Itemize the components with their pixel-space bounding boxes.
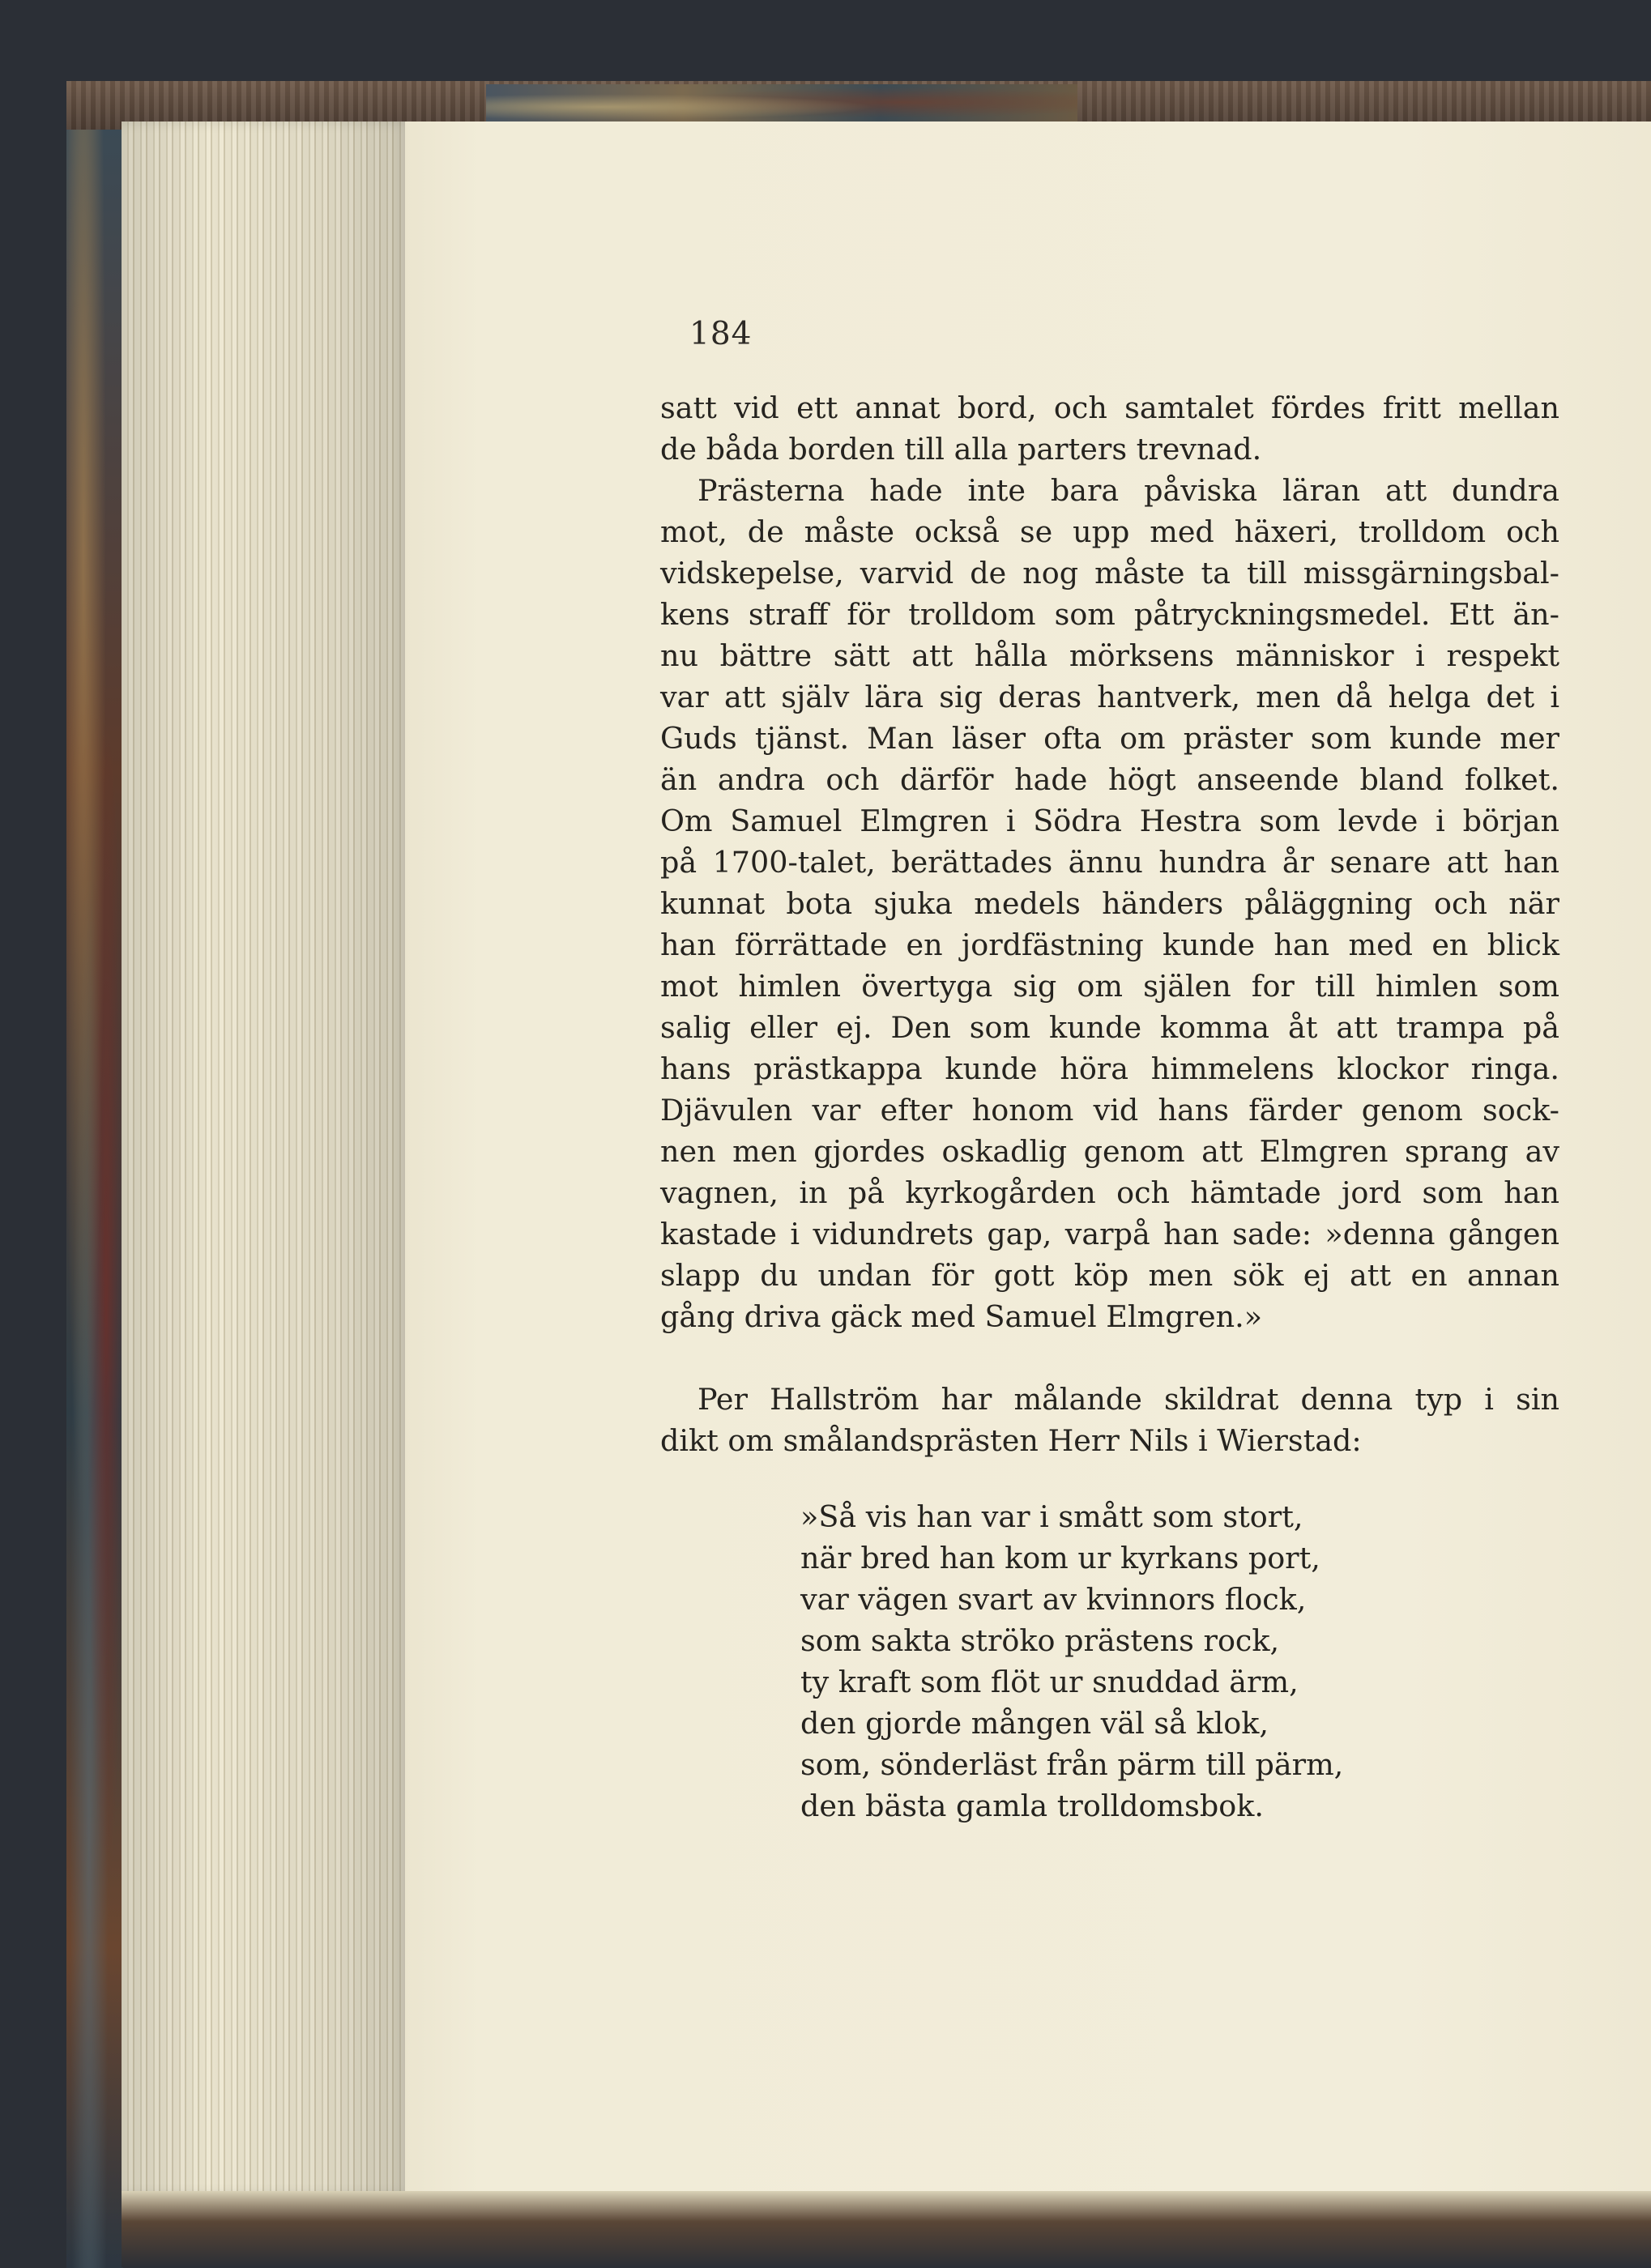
page-number: 184: [689, 316, 753, 352]
text-line: Om Samuel Elmgren i Södra Hestra som levde i början: [660, 804, 1559, 838]
poem-quote: [800, 1496, 1343, 1827]
marbled-edge-left: [66, 130, 123, 2268]
poem-line: den gjorde mången väl så klok,: [800, 1706, 1269, 1741]
text-line: mot himlen övertyga sig om själen for till himlen som: [660, 969, 1559, 1004]
paragraph-gap: [660, 1337, 1559, 1379]
text-line: de båda borden till alla parters trevnad.: [660, 432, 1262, 467]
text-line: han förrättade en jordfästning kunde han med en blick: [660, 927, 1559, 962]
body-text: [660, 387, 1559, 1461]
text-line: än andra och därför hade högt anseende bland folket.: [660, 762, 1559, 797]
text-line: dikt om smålandsprästen Herr Nils i Wierstad:: [660, 1423, 1362, 1458]
text-line: vidskepelse, varvid de nog måste ta till missgärningsbal-: [660, 556, 1559, 590]
text-line: salig eller ej. Den som kunde komma åt att trampa på: [660, 1010, 1559, 1045]
text-line: mot, de måste också se upp med häxeri, trolldom och: [660, 514, 1559, 549]
text-line: kens straff för trolldom som påtryckningsmedel. Ett än-: [660, 597, 1559, 632]
poem-line: var vägen svart av kvinnors flock,: [800, 1582, 1307, 1617]
text-line: på 1700-talet, berättades ännu hundra år senare att han: [660, 845, 1559, 880]
text-line: kastade i vidundrets gap, varpå han sade: »denna gången: [660, 1217, 1559, 1251]
text-line: satt vid ett annat bord, och samtalet fördes fritt mellan: [660, 390, 1559, 425]
text-line: nu bättre sätt att hålla mörksens människor i respekt: [660, 638, 1559, 673]
page-block-shade: [122, 122, 413, 2195]
page-bottom-edge: [122, 2191, 1651, 2267]
text-line: Prästerna hade inte bara påviska läran att dundra: [698, 473, 1559, 508]
poem-line: den bästa gamla trolldomsbok.: [800, 1788, 1264, 1823]
text-line: Guds tjänst. Man läser ofta om präster som kunde mer: [660, 721, 1559, 756]
text-line: var att själv lära sig deras hantverk, men då helga det i: [660, 680, 1559, 714]
text-line: slapp du undan för gott köp men sök ej att en annan: [660, 1258, 1559, 1293]
text-line: Per Hallström har målande skildrat denna typ i sin: [698, 1382, 1559, 1417]
poem-line: ty kraft som flöt ur snuddad ärm,: [800, 1665, 1299, 1699]
poem-line: som, sönderläst från pärm till pärm,: [800, 1747, 1344, 1782]
text-line: Djävulen var efter honom vid hans färder genom sock-: [660, 1093, 1559, 1128]
text-line: vagnen, in på kyrkogården och hämtade jord som han: [660, 1175, 1559, 1210]
text-line: hans prästkappa kunde höra himmelens klockor ringa.: [660, 1051, 1559, 1086]
poem-line: »Så vis han var i smått som stort,: [800, 1499, 1303, 1534]
poem-line: när bred han kom ur kyrkans port,: [800, 1541, 1320, 1575]
text-line: nen men gjordes oskadlig genom att Elmgren sprang av: [660, 1134, 1559, 1169]
text-line: kunnat bota sjuka medels händers påläggning och när: [660, 886, 1559, 921]
poem-line: som sakta ströko prästens rock,: [800, 1623, 1280, 1658]
text-line: gång driva gäck med Samuel Elmgren.»: [660, 1299, 1263, 1334]
